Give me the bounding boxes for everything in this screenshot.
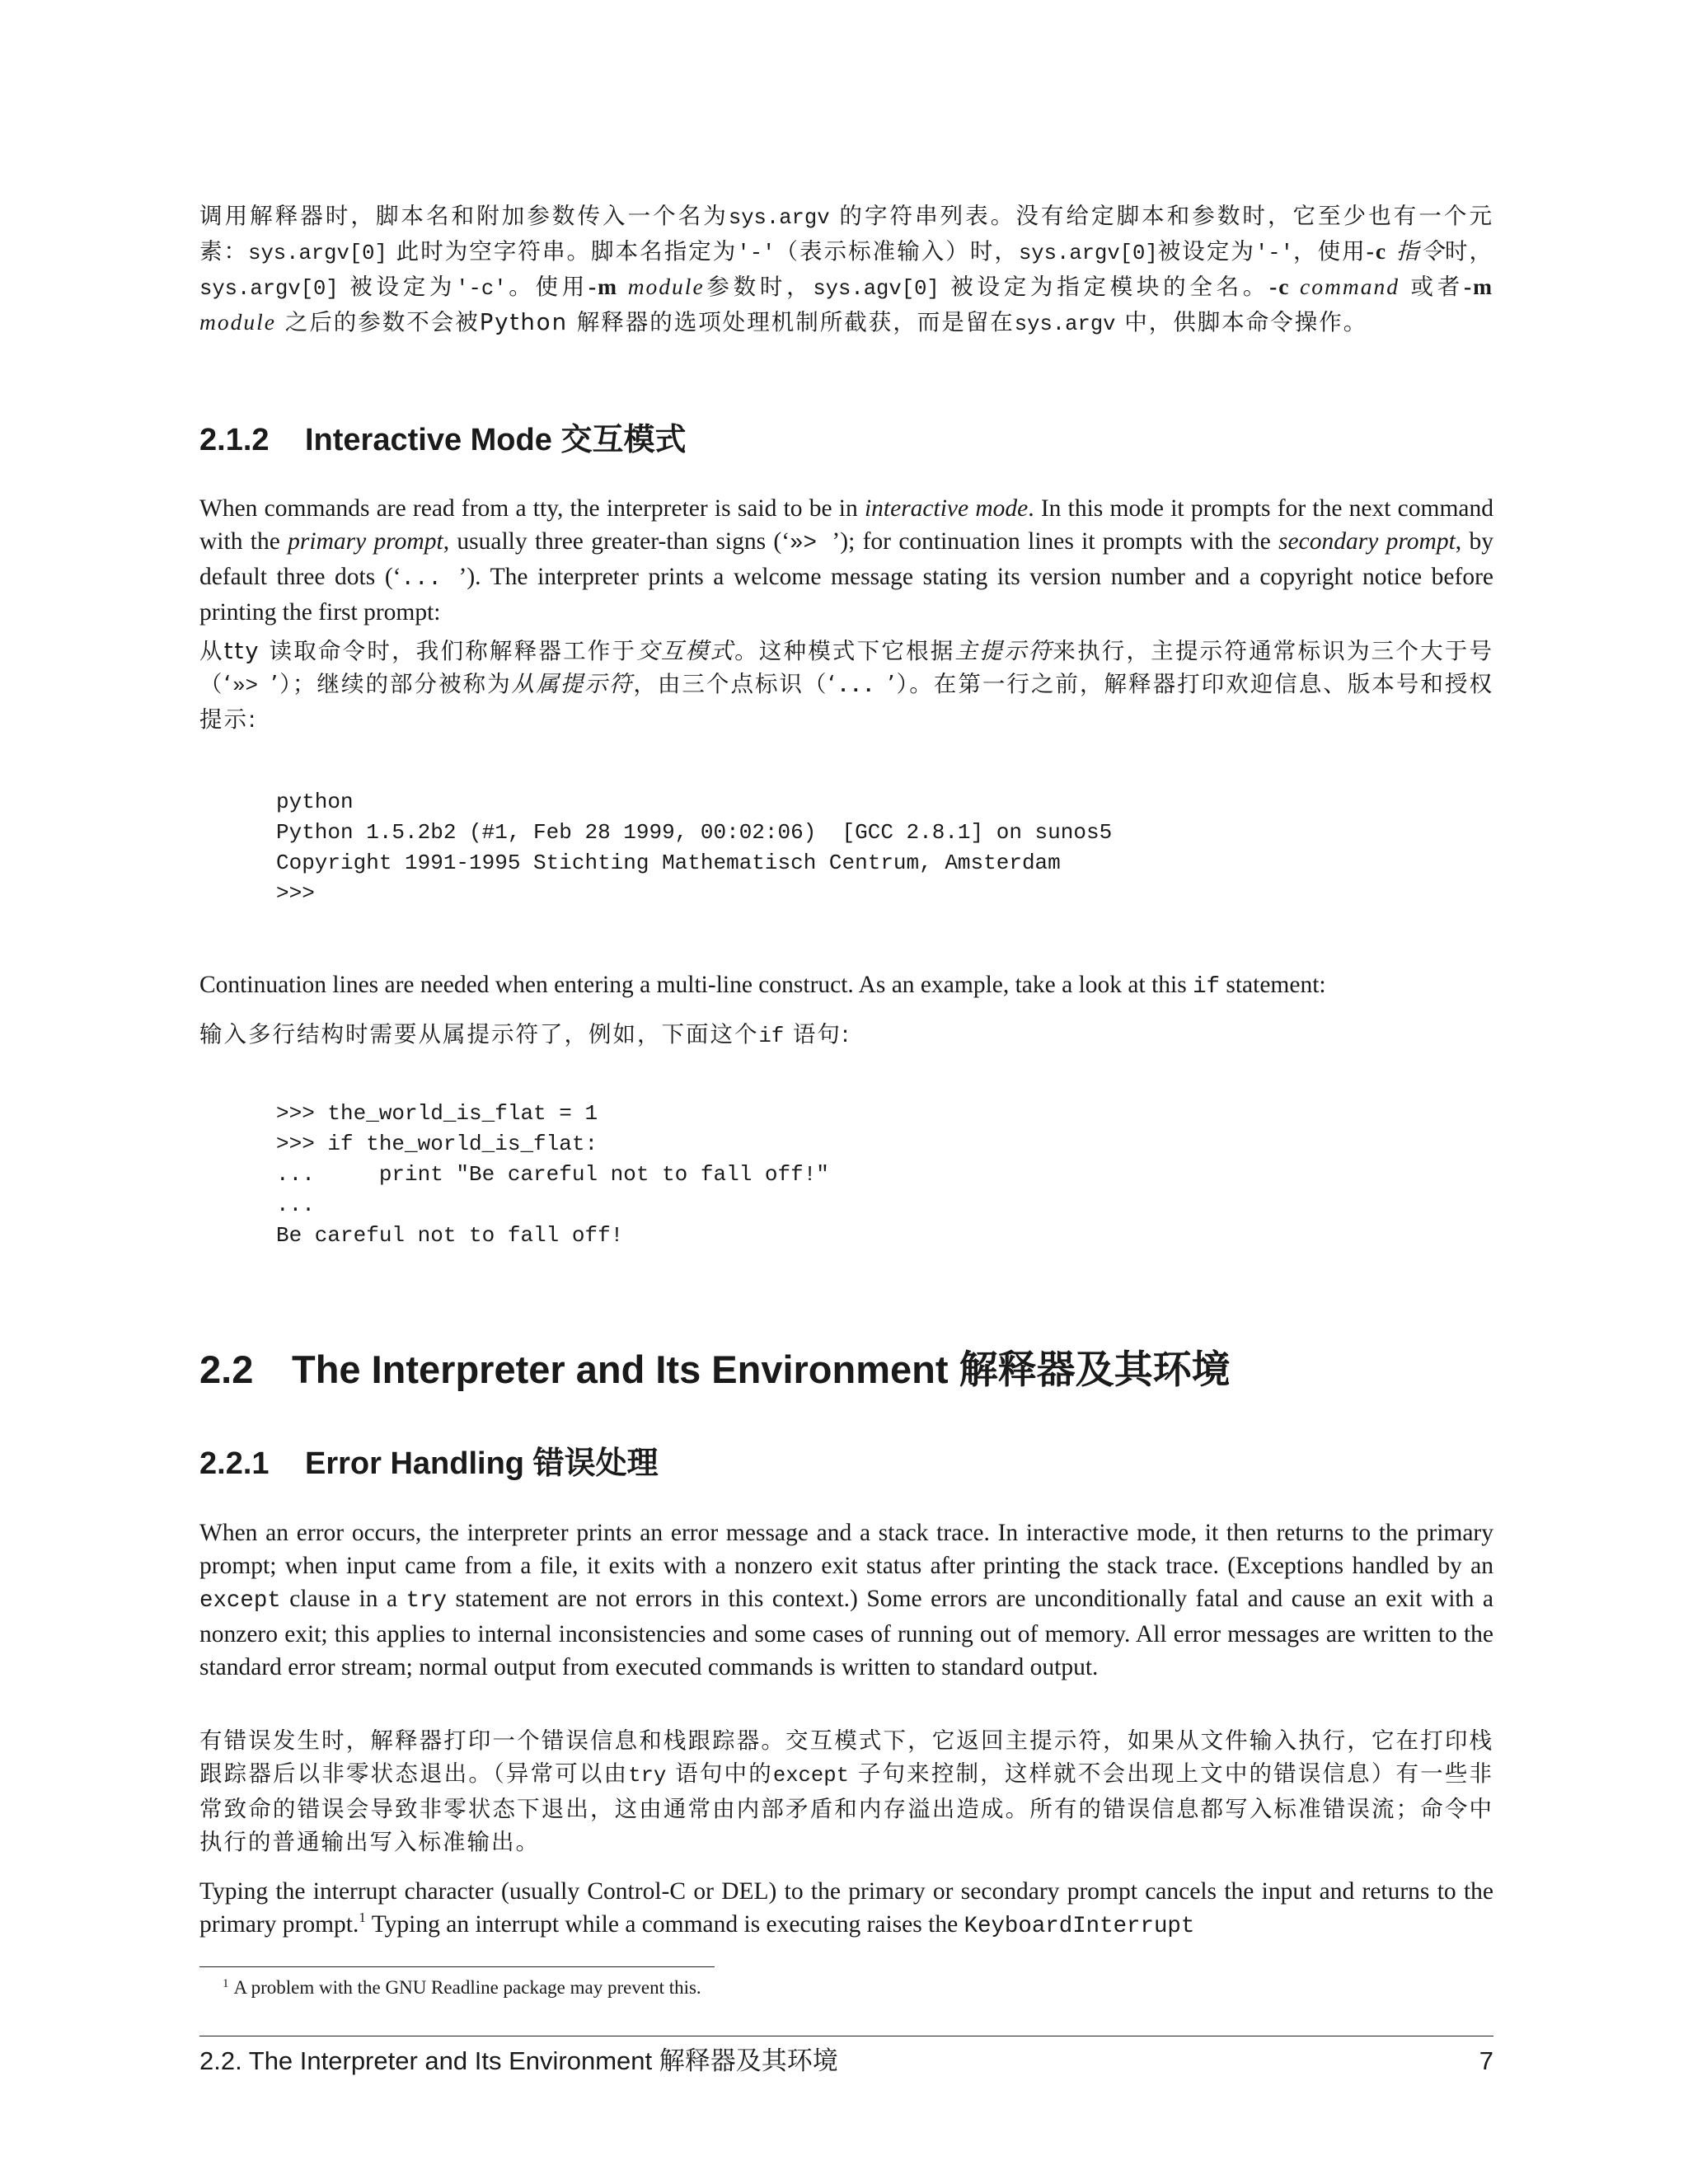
text: 被设定为 <box>1157 238 1255 265</box>
text: 有错误发生时，解释器打印一个错误信息和栈跟踪器。交互模式下，它返回主提示符，如果从文件输入执行，它在打印栈跟踪器后以非零状态退出。（异常可以由 <box>199 1727 1493 1787</box>
footnote-text: A problem with the GNU Readline package may prevent this. <box>233 1977 701 1998</box>
text: , by default three dots (‘ <box>199 528 1493 590</box>
code-inline: »> <box>232 674 271 698</box>
intro-paragraph-zh <box>199 199 1493 341</box>
text: , usually three greater-than signs (‘ <box>443 528 790 555</box>
page-number: 7 <box>1479 2046 1493 2075</box>
text: （表示标准输入）时， <box>775 238 1019 265</box>
text: 。使用 <box>506 274 588 300</box>
section-number: 2.2.1 <box>199 1446 270 1481</box>
text: command <box>1290 274 1400 299</box>
text: ，由三个点标识（‘ <box>633 671 837 697</box>
section-title-zh: 交互模式 <box>560 421 687 457</box>
text: 语句: <box>784 1021 851 1047</box>
text: Continuation lines are needed when entering a multi-line construct. As an example, take a look at this <box>199 972 1193 998</box>
section-heading-2-2-1 <box>199 1444 1493 1483</box>
code-inline: if <box>758 1024 785 1048</box>
option-flag: -m <box>1463 274 1494 299</box>
code-inline: '-' <box>1254 241 1293 265</box>
text: 来执行，主提示符通常标识为三个大于号（‘ <box>199 638 1494 697</box>
code-inline: '-' <box>737 241 776 265</box>
code-inline: sys.argv[0] <box>199 277 339 301</box>
term: secondary prompt <box>1278 528 1456 555</box>
term: primary prompt <box>288 528 443 555</box>
interactive-mode-paragraph-zh <box>199 635 1493 736</box>
code-inline: sys.agv[0] <box>813 277 940 301</box>
text: 的字符串列表。没有给定脚本和参数时，它至少也有一个元素： <box>199 203 1494 265</box>
text: When commands are read from a tty, the interpreter is said to be in <box>199 495 865 522</box>
text: ，使用 <box>1293 238 1367 265</box>
text: 子句来控制，这样就不会出现上文中的错误信息）有一些非常致命的错误会导致非零状态下退出，这由通常由内部矛盾和内存溢出造成。所有的错误信息都写入标准错误流；命令中执行的普通输出写入标准输出。 <box>199 1760 1493 1855</box>
term: interactive mode <box>864 495 1029 522</box>
page-footer <box>199 2044 1493 2079</box>
text: module <box>618 274 705 299</box>
text: statement: <box>1220 972 1326 998</box>
section-title: Interactive Mode <box>305 423 552 457</box>
code-inline: '-c' <box>456 277 507 301</box>
text: Typing an interrupt while a command is executing raises the <box>365 1911 964 1938</box>
interrupt-paragraph-en <box>199 1875 1493 1943</box>
section-title: Error Handling <box>305 1446 525 1481</box>
code-inline: if <box>1193 974 1220 1000</box>
text: 或者 <box>1399 274 1464 300</box>
section-number: 2.2 <box>199 1347 254 1391</box>
code-inline: sys.argv[0] <box>1018 241 1158 265</box>
code-inline: except <box>199 1588 281 1614</box>
code-block-if-example <box>276 1099 1570 1251</box>
text: 时， <box>1444 238 1494 265</box>
text: clause in a <box>280 1586 406 1612</box>
continuation-paragraph-en <box>199 968 1493 1004</box>
text: 调用解释器时，脚本名和附加参数传入一个名为 <box>199 203 729 229</box>
option-flag: -m <box>588 274 619 299</box>
section-title: The Interpreter and Its Environment <box>292 1347 949 1391</box>
code-inline: sys.argv[0] <box>248 241 387 265</box>
code-inline: ... <box>401 566 459 592</box>
text: 指令 <box>1387 238 1445 265</box>
section-heading-2-1-2 <box>199 420 1493 459</box>
code-inline: try <box>628 1764 667 1788</box>
option-flag: -c <box>1366 238 1388 264</box>
text: 输入多行结构时需要从属提示符了，例如，下面这个 <box>199 1021 759 1047</box>
term: 交互模式 <box>636 638 735 664</box>
text: ’）；继续的部分被称为 <box>270 671 512 697</box>
code-inline: sys.argv <box>1014 312 1116 336</box>
footnote-mark: 1 <box>223 1977 229 1990</box>
code-inline: except <box>772 1764 849 1788</box>
continuation-paragraph-zh <box>199 1018 1493 1053</box>
code-inline: try <box>406 1588 447 1614</box>
text: 中，供脚本命令操作。 <box>1115 309 1368 335</box>
text: 。这种模式下它根据 <box>734 638 955 664</box>
text: 参数时， <box>704 274 814 300</box>
text: 被设定为指定模块的全名。 <box>939 274 1270 300</box>
text: . In this mode it prompts for the next command with the <box>199 495 1493 555</box>
text: module <box>199 309 276 335</box>
text: 之后的参数不会被Python 解释器的选项处理机制所截获，而是留在 <box>275 309 1015 335</box>
text: When an error occurs, the interpreter prints an error message and a stack trace. In interactive mode, it then returns to the primary prompt; when input came from a file, it exits with a nonzero exit status after printing the stack trace. (Exceptions handled by an <box>199 1520 1493 1579</box>
error-handling-paragraph-en <box>199 1516 1493 1684</box>
text: 此时为空字符串。脚本名指定为 <box>387 238 738 265</box>
code-inline: sys.argv <box>728 206 830 230</box>
text: ’）。在第一行之前，解释器打印欢迎信息、版本号和授权提示: <box>199 671 1493 733</box>
text: statement are not errors in this context.) Some errors are unconditionally fatal and cause an exit with a nonzero exit; this applies to internal inconsistencies and some cases of running out of memory. All error messages are written to the standard error stream; normal output from executed commands is written to standard output. <box>199 1586 1493 1680</box>
term: 从属提示符 <box>511 671 634 697</box>
term: 主提示符 <box>954 638 1053 664</box>
footnote-divider <box>199 1966 715 1967</box>
text: 语句中的 <box>666 1760 773 1787</box>
code-block: >>> the_world_is_flat = 1 >>> if the_world_is_flat: ... print "Be careful not to fall off!" ... Be careful not to fall off! <box>276 1101 829 1248</box>
code-block-banner <box>276 787 1570 909</box>
interactive-mode-paragraph-en <box>199 492 1493 629</box>
text: 被设定为 <box>338 274 457 300</box>
option-flag: -c <box>1269 274 1291 299</box>
code-inline: ... <box>837 674 888 698</box>
section-number: 2.1.2 <box>199 423 270 457</box>
footer-section-title: 2.2. The Interpreter and Its Environment 解释器及其环境 <box>199 2046 838 2075</box>
code-inline: KeyboardInterrupt <box>964 1914 1195 1939</box>
section-heading-2-2 <box>199 1347 1493 1394</box>
error-handling-paragraph-zh <box>199 1724 1493 1858</box>
text: 从tty 读取命令时，我们称解释器工作于 <box>199 638 637 664</box>
code-block: python Python 1.5.2b2 (#1, Feb 28 1999, 00:02:06) [GCC 2.8.1] on sunos5 Copyright 1991-1995 Stichting Mathematisch Centrum, Amsterdam >>> <box>276 790 1113 906</box>
footnote-reference[interactable]: 1 <box>359 1910 366 1925</box>
text: ’). The interpreter prints a welcome message stating its version number and a copyright notice before printing the first prompt: <box>199 564 1494 626</box>
text: ’); for continuation lines it prompts with the <box>832 528 1279 555</box>
section-title-zh: 解释器及其环境 <box>959 1347 1231 1393</box>
code-inline: »> <box>790 531 832 556</box>
section-title-zh: 错误处理 <box>532 1445 659 1481</box>
footnote <box>223 1970 701 2002</box>
text: Typing the interrupt character (usually Control-C or DEL) to the primary or secondary prompt cancels the input and returns to the primary prompt. <box>199 1878 1493 1938</box>
